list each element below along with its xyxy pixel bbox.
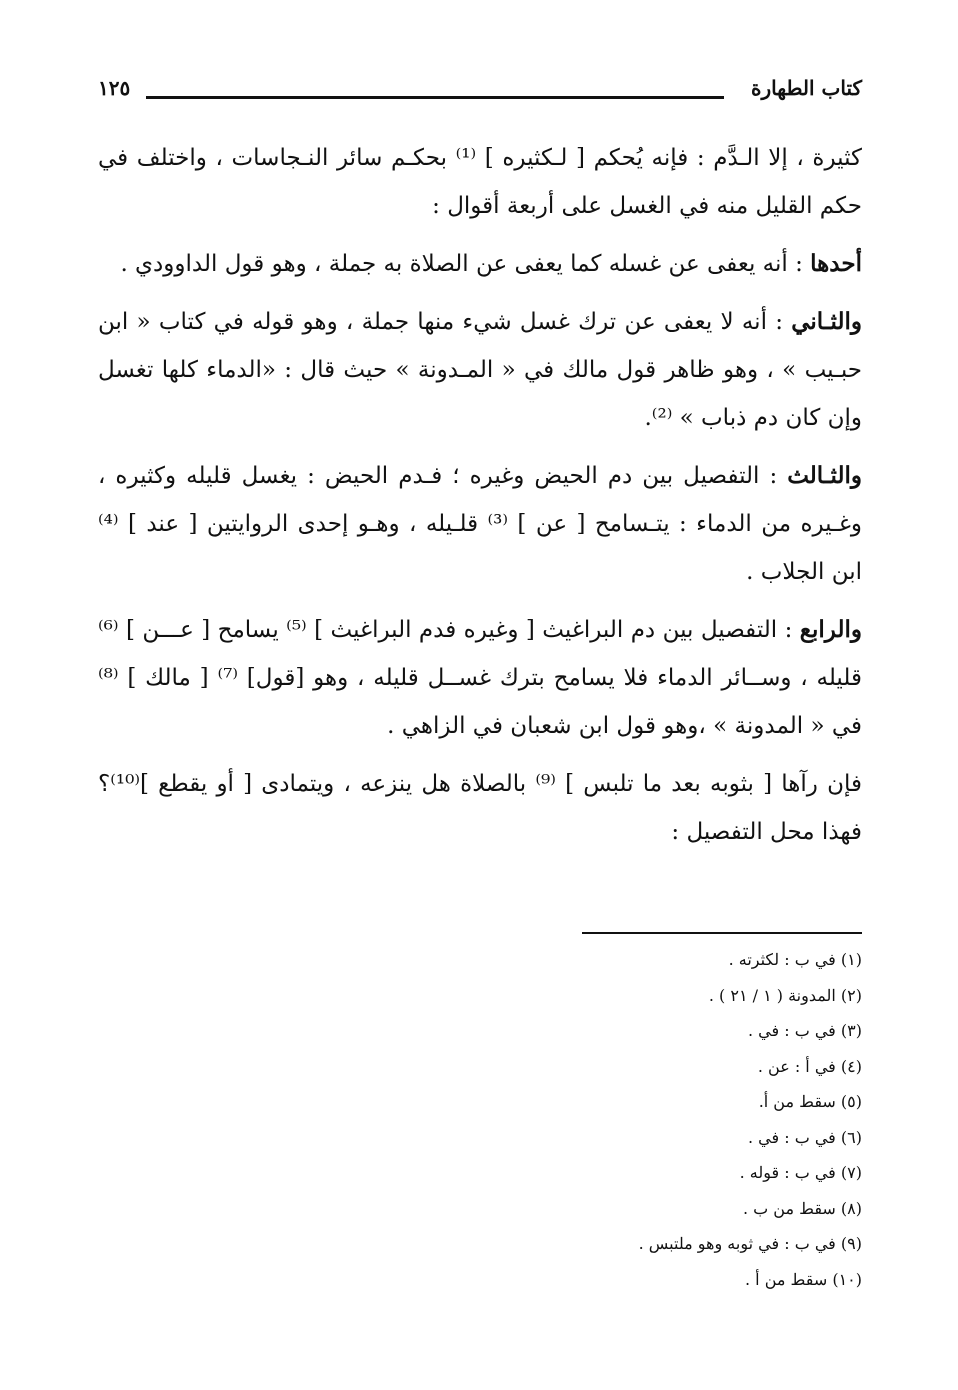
paragraph-lead: والرابع (799, 616, 862, 643)
footnote-item: (١٠) سقط من أ . (745, 1269, 862, 1289)
footnote-item: (٦) في ب : في . (747, 1127, 862, 1147)
paragraph-6: فإن رآها [ بثوبه بعد ما تلبس ] ⁽⁹⁾ بالصلاة هل ينزعه ، ويتمادى [ أو يقطع ]⁽¹⁰⁾؟ فهذا محل التفصيل : (98, 771, 862, 845)
paragraph-2: أحدها : أنه يعفى عن غسله كما يعفى عن الصلاة به جملة ، وهو قول الداوودي . (120, 250, 862, 277)
footnote-item: (١) في ب : لكثرته . (728, 950, 862, 969)
header-rule (146, 96, 724, 99)
footnote-item: (٧) في ب : قوله . (739, 1163, 862, 1182)
paragraph-lead: والثـاني (791, 308, 862, 335)
footnotes (362, 942, 862, 1297)
running-header (98, 74, 862, 114)
footnote-item: (٢) المدونة ( ١ / ٢١ ) . (708, 985, 862, 1005)
paragraph-lead: أحدها (810, 250, 862, 277)
footnote-item: (٥) سقط من أ. (758, 1092, 862, 1111)
footnote-item: (٤) في أ : عن . (757, 1056, 862, 1076)
main-text (98, 134, 862, 866)
paragraph-5: والرابع : التفصيل بين دم البراغيث [ وغيره فدم البراغيث ] ⁽⁵⁾ يسامح [ عـــن ] ⁽⁶⁾ قليله ، وســائر الدماء فلا يسامح بترك غســل قليله ، وهو [قول] ⁽⁷⁾ [ مالك ] ⁽⁸⁾ في « المدونة » ،وهو قول ابن شعبان في الزاهي . (98, 616, 862, 739)
footnote-item: (٨) سقط من ب . (742, 1198, 862, 1218)
chapter-title: كتاب الطهارة (751, 76, 862, 100)
footnote-item: (٣) في ب : في . (747, 1021, 862, 1040)
paragraph-lead: والثـالث (787, 462, 862, 489)
page-number: ١٢٥ (98, 76, 131, 100)
footnote-item: (٩) في ب : في ثوبه وهو ملتبس . (638, 1234, 862, 1253)
paragraph-3: والثـاني : أنه لا يعفى عن ترك غسل شيء منها جملة ، وهو قوله في كتاب « ابن حبـيب » ، وهو ظاهر قول مالك في « المـدونة » حيث قال : «الدماء كلها تغسل وإن كان دم ذباب » ⁽²⁾. (98, 308, 862, 431)
paragraph-1: كثيرة ، إلا الـدَّم : فإنه يُحكم [ لـكثيره ] ⁽¹⁾ بحكـم سائر النـجاسات ، واختلف في حكم القليل منه في الغسل على أربعة أقوال : (98, 145, 862, 219)
footnote-separator (582, 932, 862, 934)
paragraph-4: والثـالث : التفصيل بين دم الحيض وغيره ؛ فـدم الحيض : يغسل قليله وكثيره ، وغـيره من الدماء : يتـسامح [ عن ] ⁽³⁾ قلـيله ، وهـو إحدى الروايتين [ عند ] ⁽⁴⁾ ابن الجلاب . (98, 462, 862, 585)
